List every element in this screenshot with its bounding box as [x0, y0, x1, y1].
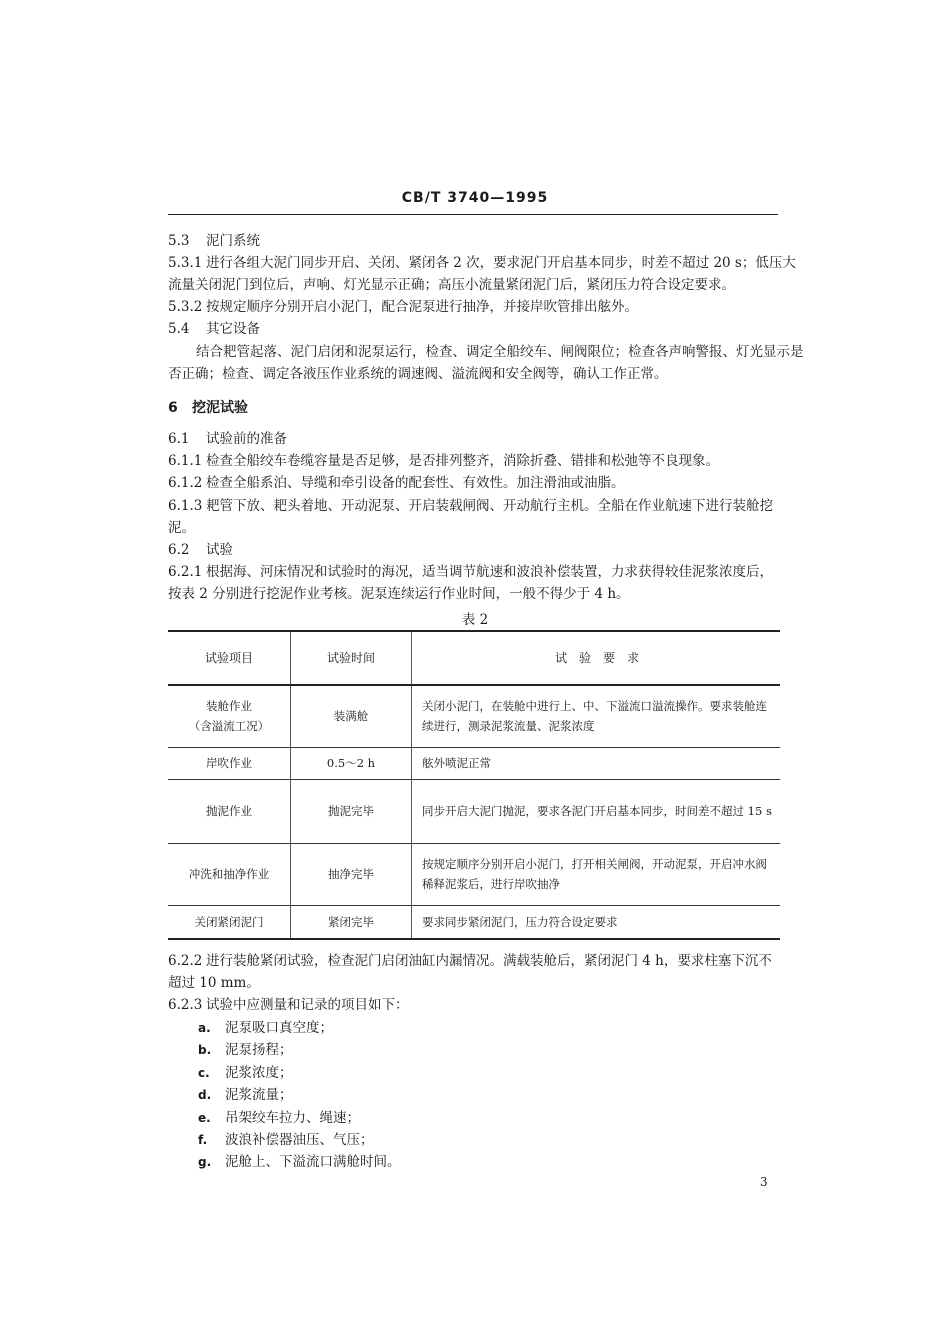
- standard-code-header: CB/T 3740—1995: [401, 190, 549, 206]
- paragraph-text: 按规定顺序分别开启小泥门，配合泥泵进行抽净，并接岸吹管排出舷外。: [206, 299, 638, 315]
- section-number: 6.2: [168, 542, 190, 558]
- section-5-3-1-line1: [168, 254, 796, 272]
- table-caption: 表 2: [461, 612, 489, 628]
- section-6-1-1: [168, 452, 783, 470]
- paragraph-text: 耙管下放、耙头着地、开动泥泵、开启装载闸阀、开动航行主机。全船在作业航速下进行装舱挖: [206, 498, 773, 514]
- table-cell-time: 抽净完毕: [291, 843, 412, 905]
- table-cell-time: 0.5～2 h: [291, 747, 412, 779]
- list-item: [198, 1041, 293, 1059]
- section-6-heading: [168, 399, 783, 417]
- section-6-2-3: [168, 996, 783, 1014]
- item-name: 装舱作业: [206, 699, 252, 714]
- list-letter: g.: [198, 1155, 212, 1169]
- section-number: 6.2.2: [168, 953, 203, 969]
- table-row: [168, 779, 780, 843]
- page-number: 3: [760, 1175, 768, 1189]
- section-6-2-heading: [168, 541, 783, 559]
- section-6-2-1-line1: [168, 563, 783, 581]
- list-text: 吊架绞车拉力、绳速；: [225, 1110, 360, 1126]
- table-cell-item: 冲洗和抽净作业: [168, 843, 291, 905]
- column-header: 试验时间: [291, 631, 412, 685]
- section-title: 泥门系统: [206, 233, 260, 249]
- paragraph-text: 试验中应测量和记录的项目如下：: [206, 997, 409, 1013]
- table-cell-time: 装满舱: [291, 685, 412, 747]
- list-item: [198, 1086, 293, 1104]
- table-row: [168, 905, 780, 939]
- table-cell-requirement: 同步开启大泥门抛泥，要求各泥门开启基本同步，时间差不超过 15 s: [412, 779, 781, 843]
- section-number: 5.3: [168, 233, 190, 249]
- table-cell-requirement: 关闭小泥门，在装舱中进行上、中、下溢流口溢流操作。要求装舱连续进行，测录泥浆流量、泥浆浓度: [412, 685, 781, 747]
- section-5-3-1-line2: 流量关闭泥门到位后，声响、灯光显示正确；高压小流量紧闭泥门后，紧闭压力符合设定要求。: [168, 277, 735, 293]
- list-letter: a.: [198, 1021, 211, 1035]
- section-number: 6.1.1: [168, 453, 203, 469]
- paragraph-text: 检查全船绞车卷缆容量是否足够，是否排列整齐，消除折叠、错排和松弛等不良现象。: [206, 453, 719, 469]
- section-number: 6.2.1: [168, 564, 203, 580]
- list-letter: f.: [198, 1133, 208, 1147]
- table-row: [168, 843, 780, 905]
- table-cell-time: 紧闭完毕: [291, 905, 412, 939]
- section-number: 6.1: [168, 431, 190, 447]
- section-5-4-line2: 否正确；检查、调定各液压作业系统的调速阀、溢流阀和安全阀等，确认工作正常。: [168, 366, 668, 382]
- list-text: 泥浆浓度；: [225, 1065, 293, 1081]
- list-item: [198, 1064, 293, 1082]
- section-number: 6.2.3: [168, 997, 203, 1013]
- paragraph-text: 进行装舱紧闭试验，检查泥门启闭油缸内漏情况。满载装舱后，紧闭泥门 4 h，要求柱塞下沉不: [206, 953, 772, 969]
- table-row: [168, 685, 780, 747]
- section-5-3-heading: [168, 232, 783, 250]
- section-6-1-3-line2: 泥。: [168, 520, 195, 536]
- table-cell-requirement: 舷外喷泥正常: [412, 747, 781, 779]
- table-cell-requirement: 按规定顺序分别开启小泥门，打开相关闸阀，开动泥泵，开启冲水阀稀释泥浆后，进行岸吹抽净: [412, 843, 781, 905]
- list-item: [198, 1109, 360, 1127]
- section-6-2-1-line2: 按表 2 分别进行挖泥作业考核。泥泵连续运行作业时间，一般不得少于 4 h。: [168, 586, 630, 602]
- table-cell-requirement: 要求同步紧闭泥门，压力符合设定要求: [412, 905, 781, 939]
- paragraph-text: 检查全船系泊、导缆和牵引设备的配套性、有效性。加注滑油或油脂。: [206, 475, 625, 491]
- section-5-4-heading: [168, 320, 783, 338]
- section-6-2-2-line2: 超过 10 mm。: [168, 975, 260, 991]
- section-6-1-heading: [168, 430, 783, 448]
- table-cell-item: 抛泥作业: [168, 779, 291, 843]
- column-header: 试验项目: [168, 631, 291, 685]
- section-number: 6: [168, 400, 178, 416]
- list-letter: b.: [198, 1043, 212, 1057]
- paragraph-text: 进行各组大泥门同步开启、关闭、紧闭各 2 次，要求泥门开启基本同步，时差不超过 20 s；低压大: [206, 255, 796, 271]
- header-rule: [168, 214, 778, 215]
- section-6-1-2: [168, 474, 783, 492]
- list-item: [198, 1019, 333, 1037]
- section-title: 试验前的准备: [206, 431, 287, 447]
- section-number: 6.1.2: [168, 475, 203, 491]
- section-5-4-line1: 结合耙管起落、泥门启闭和泥泵运行，检查、调定全船绞车、闸阀限位；检查各声响警报、灯光显示是: [196, 344, 804, 360]
- table-cell-item: 关闭紧闭泥门: [168, 905, 291, 939]
- section-title: 挖泥试验: [192, 400, 248, 416]
- test-table: [168, 630, 780, 940]
- list-text: 波浪补偿器油压、气压；: [225, 1132, 374, 1148]
- table-row: [168, 747, 780, 779]
- list-item: [198, 1153, 401, 1171]
- table-cell-time: 抛泥完毕: [291, 779, 412, 843]
- list-letter: d.: [198, 1088, 212, 1102]
- section-number: 5.3.1: [168, 255, 203, 271]
- section-6-1-3-line1: [168, 497, 783, 515]
- list-text: 泥舱上、下溢流口满舱时间。: [225, 1154, 401, 1170]
- list-text: 泥泵扬程；: [225, 1042, 293, 1058]
- list-text: 泥浆流量；: [225, 1087, 293, 1103]
- section-6-2-2-line1: [168, 952, 783, 970]
- section-title: 其它设备: [206, 321, 260, 337]
- item-note: （含溢流工况）: [188, 719, 270, 734]
- list-letter: c.: [198, 1066, 210, 1080]
- paragraph-text: 根据海、河床情况和试验时的海况，适当调节航速和波浪补偿装置，力求获得较佳泥浆浓度后，: [206, 564, 773, 580]
- section-5-3-2: [168, 298, 783, 316]
- table-header-row: [168, 631, 780, 685]
- column-header: 试 验 要 求: [412, 631, 781, 685]
- table-cell-item: 岸吹作业: [168, 747, 291, 779]
- list-item: [198, 1131, 374, 1149]
- section-number: 5.4: [168, 321, 190, 337]
- section-title: 试验: [206, 542, 233, 558]
- list-text: 泥泵吸口真空度；: [225, 1020, 333, 1036]
- list-letter: e.: [198, 1111, 211, 1125]
- section-number: 5.3.2: [168, 299, 203, 315]
- table-cell-item: [168, 685, 291, 747]
- section-number: 6.1.3: [168, 498, 203, 514]
